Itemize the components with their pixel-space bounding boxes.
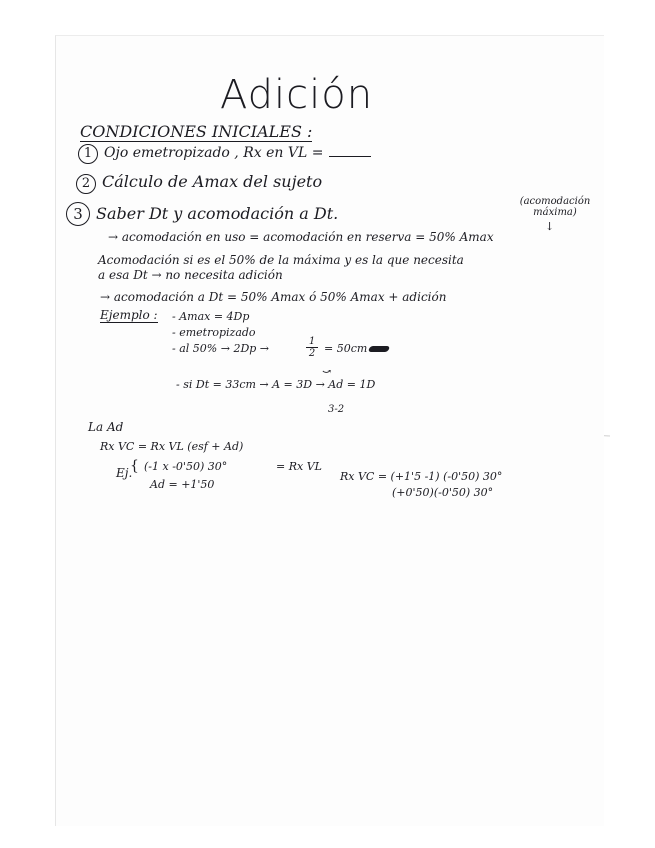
ejemplo-result: [324, 342, 389, 355]
adicion-line: → acomodación a Dt = 50% Amax ó 50% Amax + adición: [100, 290, 447, 304]
number-badge-3: 3: [66, 202, 90, 226]
fraction-numerator: 1: [306, 336, 318, 348]
ej-equals: = Rx VL: [276, 460, 322, 473]
number-badge-1: 1: [78, 144, 98, 164]
ejemplo-line-2: - emetropizado: [172, 326, 256, 339]
answer-blank: [329, 156, 371, 157]
side-note-arrow: ↓: [545, 220, 555, 233]
curved-arrow: ⤻: [322, 365, 332, 378]
result-line-1: Rx VC = (+1'5 -1) (-0'50) 30°: [340, 470, 503, 483]
ej-label: Ej.: [116, 466, 133, 480]
scribble-mark: [368, 346, 390, 352]
item-1-text: Ojo emetropizado , Rx en VL =: [104, 145, 324, 161]
brace-icon: {: [130, 458, 139, 474]
ej-line-2: Ad = +1'50: [150, 478, 215, 491]
item-1: [78, 144, 371, 164]
page-title: Adición: [220, 72, 374, 118]
side-note: (acomodación máxima): [519, 196, 591, 218]
acomodacion-line: → acomodación en uso = acomodación en reserva = 50% Amax: [108, 230, 494, 244]
section-heading: CONDICIONES INICIALES :: [80, 122, 313, 141]
ejemplo-line-1: - Amax = 4Dp: [172, 310, 250, 323]
paragraph-line-2: a esa Dt → no necesita adición: [98, 268, 283, 282]
ej-line-1: (-1 x -0'50) 30°: [144, 460, 228, 473]
ejemplo-result-text: = 50cm: [324, 342, 368, 355]
item-2-text: Cálculo de Amax del sujeto: [102, 172, 323, 191]
fraction: [306, 336, 318, 359]
la-ad-label: La Ad: [88, 420, 124, 434]
dt-subtraction: 3-2: [328, 404, 345, 415]
result-line-2: (+0'50)(-0'50) 30°: [392, 486, 494, 499]
la-ad-formula: Rx VC = Rx VL (esf + Ad): [100, 440, 244, 453]
ejemplo-label: Ejemplo :: [100, 308, 158, 322]
fraction-denominator: 2: [308, 348, 316, 359]
paragraph-line-1: Acomodación si es el 50% de la máxima y es la que necesita: [98, 253, 464, 267]
item-3-text: Saber Dt y acomodación a Dt.: [96, 204, 339, 223]
item-2: [76, 172, 322, 194]
item-3: [66, 202, 338, 226]
number-badge-2: 2: [76, 174, 96, 194]
ejemplo-line-3: - al 50% → 2Dp →: [172, 342, 270, 355]
dt-line: - si Dt = 33cm → A = 3D → Ad = 1D: [176, 378, 376, 391]
